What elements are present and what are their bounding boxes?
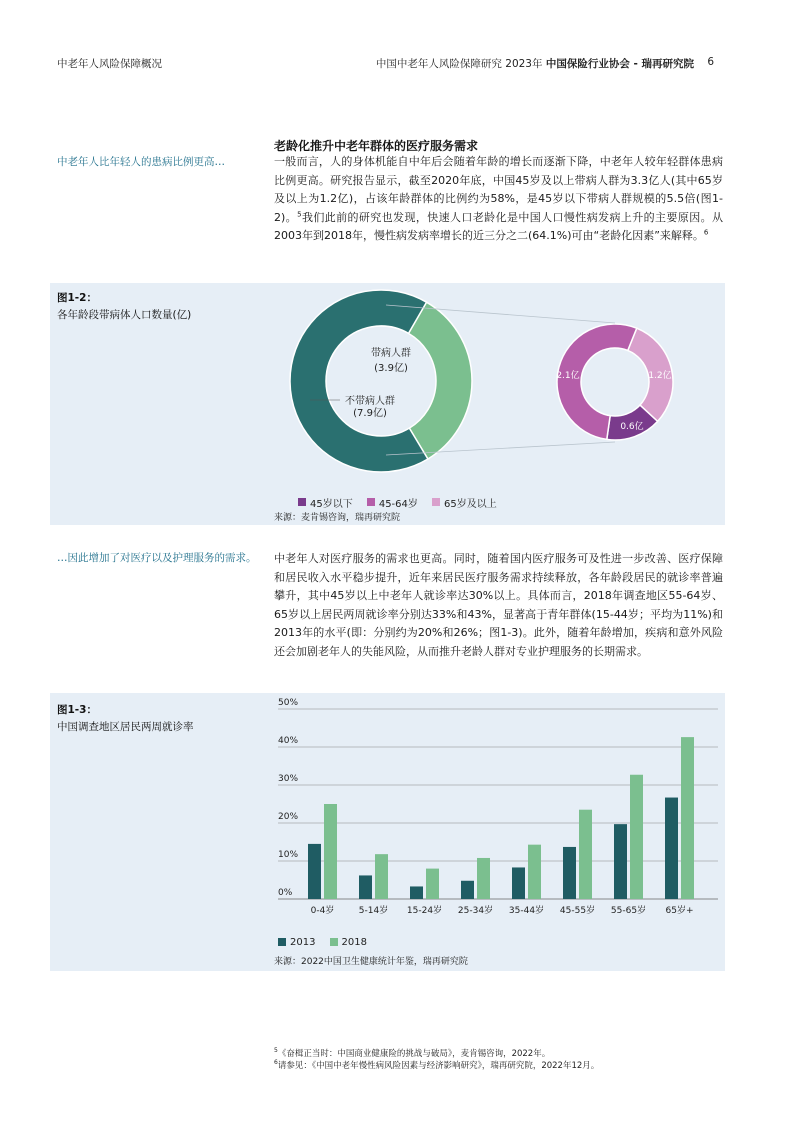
legend-swatch: [330, 938, 338, 946]
bar-2013-4: [512, 867, 525, 899]
bar-2018-7: [681, 737, 694, 899]
legend-item-65plus: [432, 495, 497, 510]
figure-1-2-legend: [298, 491, 506, 510]
chart-grid: [278, 698, 718, 899]
running-header-left: 中老年人风险保障概况: [57, 58, 162, 70]
y-tick-label: 50%: [278, 698, 299, 708]
page-number: 6: [707, 56, 714, 68]
legend-label: 45-64岁: [378, 498, 418, 510]
x-tick-label: 45-55岁: [559, 906, 596, 916]
x-tick-label: 15-24岁: [406, 906, 443, 916]
side-note-1: 中老年人比年轻人的患病比例更高…: [57, 156, 225, 168]
bar-2018-1: [375, 854, 388, 899]
slice-label-healthy: 不带病人群: [345, 396, 395, 407]
x-tick-label: 0-4岁: [310, 906, 335, 916]
main-donut: [290, 290, 472, 472]
legend-swatch: [367, 498, 375, 506]
slice-value-healthy: (7.9亿): [353, 408, 387, 419]
x-tick-label: 25-34岁: [457, 906, 494, 916]
x-tick-label: 35-44岁: [508, 906, 545, 916]
bar-2013-6: [614, 824, 627, 899]
legend-item-45-64: [367, 495, 418, 510]
section2-paragraph: 中老年人对医疗服务的需求也更高。同时，随着国内医疗服务可及性进一步改善、医疗保障和居民收入水平稳步提升，近年来居民医疗服务需求持续释放，各年龄段居民的就诊率普遍攀升，其中45岁以上中老年人就诊率达30%以上。具体而言，2018年调查地区55-64岁、65岁以上居民两周就诊率分别达33%和43%，显著高于青年群体(15-44岁；平均为11%)和2013年的水平(即：分别约为20%和26%；图1-3)。此外，随着年龄增加，疾病和意外风险还会加剧老年人的失能风险，从而推升老龄人群对专业护理服务的长期需求。: [274, 552, 723, 658]
y-tick-label: 0%: [278, 888, 293, 898]
bar-2013-2: [410, 886, 423, 899]
figure-1-2-panel: [50, 283, 725, 525]
chart-x-labels: [311, 904, 694, 916]
figure-1-3-legend: [278, 931, 376, 950]
footnote-6-number: 6: [274, 1059, 278, 1067]
para-text-b: 我们此前的研究也发现，快速人口老龄化是中国人口慢性病发病上升的主要原因。从2003年到2018年，慢性病发病率增长的近三分之二(64.1%)可由“老龄化因素”来解释。: [274, 210, 723, 243]
legend-item-2013: [278, 937, 315, 948]
legend-swatch: [298, 498, 306, 506]
bar-2018-0: [324, 804, 337, 899]
bar-2018-6: [630, 775, 643, 899]
bar-2013-1: [359, 875, 372, 899]
figure-1-2-label: 图1-2：: [57, 292, 97, 304]
bar-2018-2: [426, 869, 439, 899]
y-tick-label: 10%: [278, 850, 299, 860]
main-donut-slice-0: [409, 302, 473, 459]
footnote-5: [274, 1048, 599, 1060]
y-tick-label: 30%: [278, 774, 299, 784]
legend-label: 45岁以下: [310, 498, 353, 510]
bar-2018-3: [477, 858, 490, 899]
para-text-a: 一般而言，人的身体机能自中年后会随着年龄的增长而逐渐下降，中老年人较年轻群体患病比例更高。研究报告显示，截至2020年底，中国45岁及以上带病人群为3.3亿人(其中65岁及以上为1.2亿)，占该年龄群体的比例约为58%，是45岁以下带病人群规模的5.5倍(图1-2)。: [274, 155, 723, 224]
running-header-right: [376, 56, 694, 71]
section1-paragraph: [274, 153, 723, 246]
legend-item-under45: [298, 495, 353, 510]
figure-1-2-source: 来源：麦肯锡咨询，瑞再研究院: [274, 513, 401, 523]
figure-1-3-label: 图1-3：: [57, 704, 97, 716]
main-donut-slice-1: [290, 290, 428, 472]
slice-label-65plus: 1.2亿: [648, 371, 672, 381]
x-tick-label: 65岁+: [665, 906, 694, 916]
figure-1-3-caption: 中国调查地区居民两周就诊率: [57, 721, 194, 733]
footnote-5-number: 5: [274, 1047, 278, 1055]
bar-2018-5: [579, 810, 592, 899]
footnote-ref-5[interactable]: 5: [297, 210, 302, 219]
header-org-name: 中国保险行业协会 - 瑞再研究院: [545, 58, 694, 70]
bar-2013-7: [665, 798, 678, 899]
bar-2013-0: [308, 844, 321, 899]
donut-charts: [50, 283, 725, 525]
y-tick-label: 20%: [278, 812, 299, 822]
legend-label: 2018: [341, 936, 367, 948]
y-tick-label: 40%: [278, 736, 299, 746]
header-report-title: 中国中老年人风险保障研究 2023年: [375, 58, 546, 70]
chart-bars: [308, 737, 694, 899]
side-note-2: …因此增加了对医疗以及护理服务的需求。: [57, 552, 257, 564]
footnote-5-text: 《奋楫正当时：中国商业健康险的挑战与破局》，麦肯锡咨询，2022年。: [277, 1049, 551, 1059]
legend-swatch: [432, 498, 440, 506]
slice-label-sick: 带病人群: [371, 348, 411, 359]
legend-label: 2013: [290, 936, 316, 948]
bar-chart: [50, 693, 725, 971]
legend-label: 65岁及以上: [443, 498, 497, 510]
legend-swatch: [278, 938, 286, 946]
footnote-6: [274, 1060, 599, 1072]
footnote-ref-6[interactable]: 6: [703, 228, 709, 237]
x-tick-label: 5-14岁: [358, 906, 389, 916]
figure-1-2-caption: 各年龄段带病体人口数量(亿): [57, 309, 192, 321]
footnotes: [274, 1048, 599, 1072]
slice-value-sick: (3.9亿): [374, 363, 408, 374]
bar-2018-4: [528, 845, 541, 899]
slice-label-under45: 0.6亿: [620, 422, 644, 432]
figure-1-3-source: 来源：2022中国卫生健康统计年鉴，瑞再研究院: [274, 957, 468, 967]
footnote-6-text: 请参见：《中国中老年慢性病风险因素与经济影响研究》，瑞再研究院，2022年12月。: [277, 1061, 600, 1071]
figure-1-3-panel: [50, 693, 725, 971]
bar-2013-3: [461, 881, 474, 899]
slice-label-45-64: 2.1亿: [556, 371, 580, 381]
section-title: 老龄化推升中老年群体的医疗服务需求: [274, 139, 479, 153]
x-tick-label: 55-65岁: [610, 906, 647, 916]
detail-donut: [557, 324, 673, 440]
bar-2013-5: [563, 847, 576, 899]
legend-item-2018: [330, 937, 367, 948]
